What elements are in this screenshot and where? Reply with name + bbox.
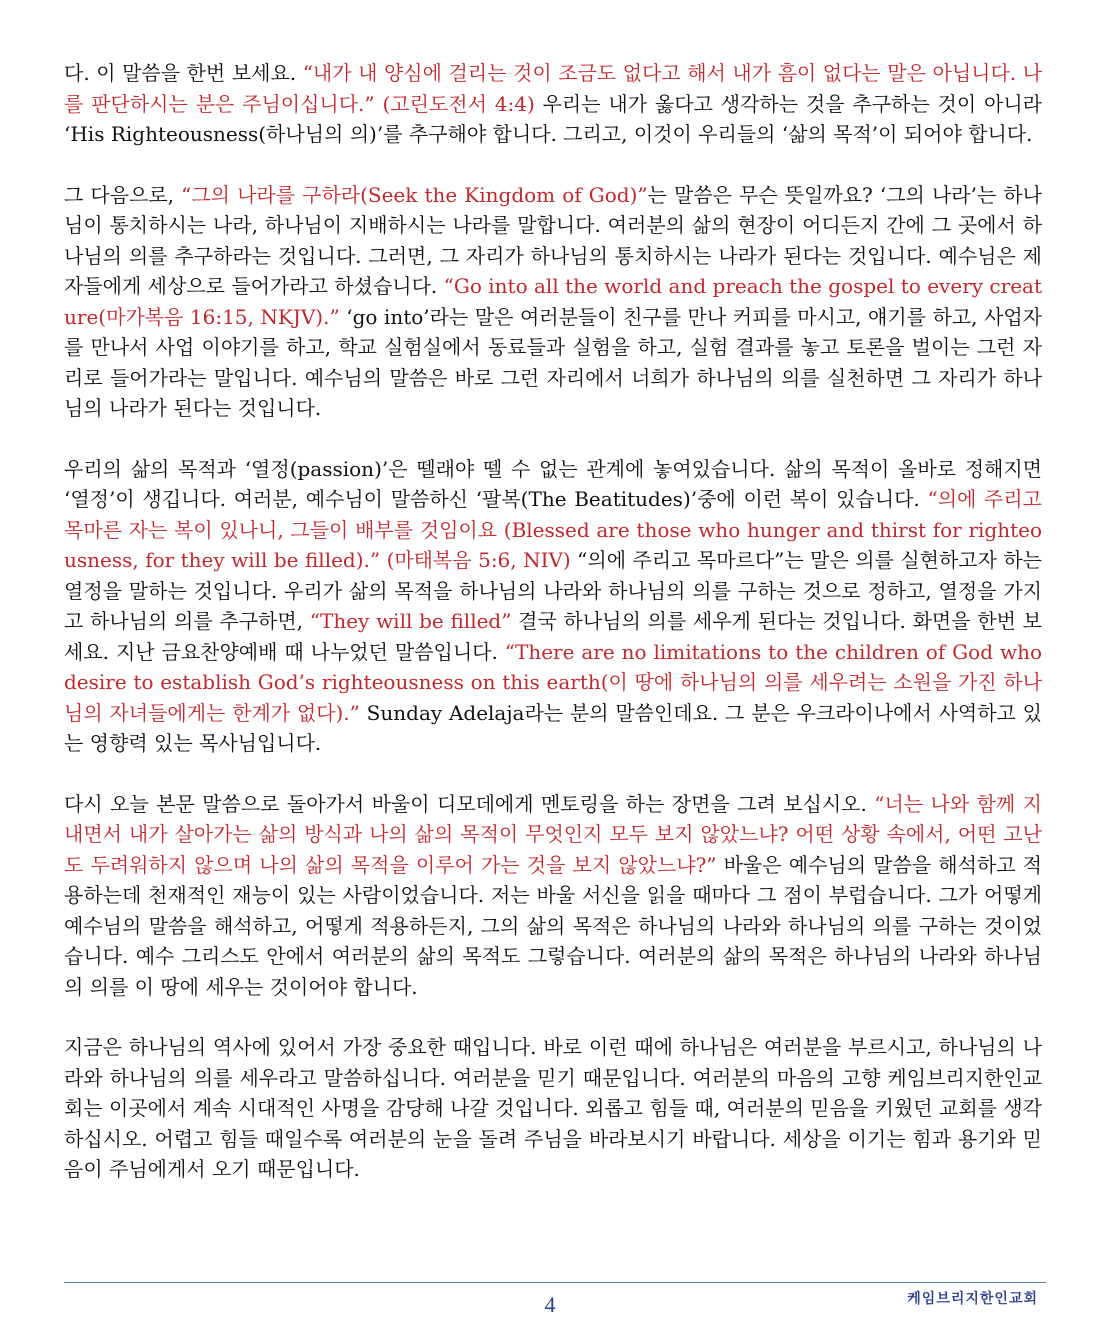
text-run: 다시 오늘 본문 말씀으로 돌아가서 바울이 디모데에게 멘토링을 하는 장면을 그려 보십시오.: [64, 791, 875, 816]
article-body: [64, 58, 1042, 1215]
text-run: 바울은 예수님의 말씀을 해석하고 적용하는데 천재적인 재능이 있는 사람이었습니다. 저는 바울 서신을 읽을 때마다 그 점이 부럽습니다. 그가 어떻게 예수님의 말씀을 해석하고, 어떻게 적용하든지, 그의 삶의 목적은 하나님의 나라와 하나님의 의를 구하는 것이었습니다. 예수 그리스도 안에서 여러분의 삶의 목적도 그렇습니다. 여러분의 삶의 목적은 하나님의 나라와 하나님의 의를 이 땅에 세우는 것이어야 합니다.: [64, 852, 1042, 999]
paragraph-1: [64, 58, 1042, 150]
scripture-quote: “Go into all the world and preach the gospel to every creature(마가복음 16:15, NKJV).”: [64, 274, 1042, 329]
page-number: 4: [544, 1292, 556, 1317]
footer-divider: [64, 1282, 1046, 1283]
text-run: 우리의 삶의 목적과 ‘열정(passion)’은 뗄래야 뗄 수 없는 관계에 놓여있습니다. 삶의 목적이 올바로 정해지면 ‘열정’이 생깁니다. 여러분, 예수님이 말씀하신 ‘팔복(The Beatitudes)’중에 이런 복이 있습니다.: [64, 456, 1042, 511]
scripture-quote: “They will be filled”: [309, 609, 512, 633]
paragraph-2: [64, 180, 1042, 424]
text-run: 결국 하나님의 의를 세우게 된다는 것입니다. 화면을 한번 보세요. 지난 금요찬양예배 때 나누었던 말씀입니다.: [64, 609, 1042, 664]
scripture-quote: “너는 나와 함께 지내면서 내가 살아가는 삶의 방식과 나의 삶의 목적이 무엇인지 모두 보지 않았느냐? 어떤 상황 속에서, 어떤 고난도 두려워하지 않으며 나의 삶의 목적을 이루어 가는 것을 보지 않았느냐?”: [64, 791, 1042, 877]
text-run: “의에 주리고 목마르다”는 말은 의를 실현하고자 하는 열정을 말하는 것입니다. 우리가 삶의 목적을 하나님의 나라와 하나님의 의를 구하는 것으로 정하고, 열정을 가지고 하나님의 의를 추구하면,: [64, 548, 1043, 633]
text-run: 는 말씀은 무슨 뜻일까요? ‘그의 나라’는 하나님이 통치하시는 나라, 하나님이 지배하시는 나라를 말합니다. 여러분의 삶의 현장이 어디든지 간에 그 곳에서 하나님의 의를 추구하라는 것입니다. 그러면, 그 자리가 하나님의 통치하시는 나라가 된다는 것입니다. 예수님은 제자들에게 세상으로 들어가라고 하셨습니다.: [64, 182, 1042, 298]
church-name: 케임브리지한인교회: [907, 1291, 1038, 1307]
text-run: 지금은 하나님의 역사에 있어서 가장 중요한 때입니다. 바로 이런 때에 하나님은 여러분을 부르시고, 하나님의 나라와 하나님의 의를 세우라고 말씀하십니다. 여러분을 믿기 때문입니다. 여러분의 마음의 고향 케임브리지한인교회는 이곳에서 계속 시대적인 사명을 감당해 나갈 것입니다. 외롭고 힘들 때, 여러분의 믿음을 키웠던 교회를 생각하십시오. 어렵고 힘들 때일수록 여러분의 눈을 돌려 주님을 바라보시기 바랍니다. 세상을 이기는 힘과 용기와 믿음이 주님에게서 오기 때문입니다.: [64, 1035, 1042, 1181]
text-run: 다. 이 말씀을 한번 보세요.: [64, 61, 303, 85]
text-run: 그 다음으로,: [64, 182, 182, 207]
paragraph-5: [64, 1032, 1042, 1185]
scripture-quote: “그의 나라를 구하라(Seek the Kingdom of God)”: [181, 182, 648, 207]
text-run: 우리는 내가 옳다고 생각하는 것을 추구하는 것이 아니라 ‘His Righteousness(하나님의 의)’를 추구해야 합니다. 그리고, 이것이 우리들의 ‘삶의 목적’이 되어야 합니다.: [64, 91, 1042, 146]
text-run: Sunday Adelaja라는 분의 말씀인데요. 그 분은 우크라이나에서 사역하고 있는 영향력 있는 목사님입니다.: [64, 700, 1042, 755]
paragraph-4: [64, 789, 1042, 1003]
paragraph-3: [64, 454, 1042, 759]
scripture-quote: “의에 주리고 목마른 자는 복이 있나니, 그들이 배부를 것임이요 (Blessed are those who hunger and thirst for righteousness, for they will be filled).” (마태복음 5:6, NIV): [64, 487, 1042, 572]
text-run: ‘go into’라는 말은 여러분들이 친구를 만나 커피를 마시고, 얘기를 하고, 사업자를 만나서 사업 이야기를 하고, 학교 실험실에서 동료들과 실험을 하고, 실험 결과를 놓고 토론을 벌이는 그런 자리로 들어가라는 말입니다. 예수님의 말씀은 바로 그런 자리에서 너희가 하나님의 의를 실천하면 그 자리가 하나님의 나라가 된다는 것입니다.: [64, 304, 1042, 420]
scripture-quote: “내가 내 양심에 걸리는 것이 조금도 없다고 해서 내가 흠이 없다는 말은 아닙니다. 나를 판단하시는 분은 주님이십니다.” (고린도전서 4:4): [64, 61, 1043, 116]
scripture-quote: “There are no limitations to the children of God who desire to establish God’s righteousness on this earth(이 땅에 하나님의 의를 세우려는 소원을 가진 하나님의 자녀들에게는 한계가 없다).”: [64, 639, 1042, 725]
